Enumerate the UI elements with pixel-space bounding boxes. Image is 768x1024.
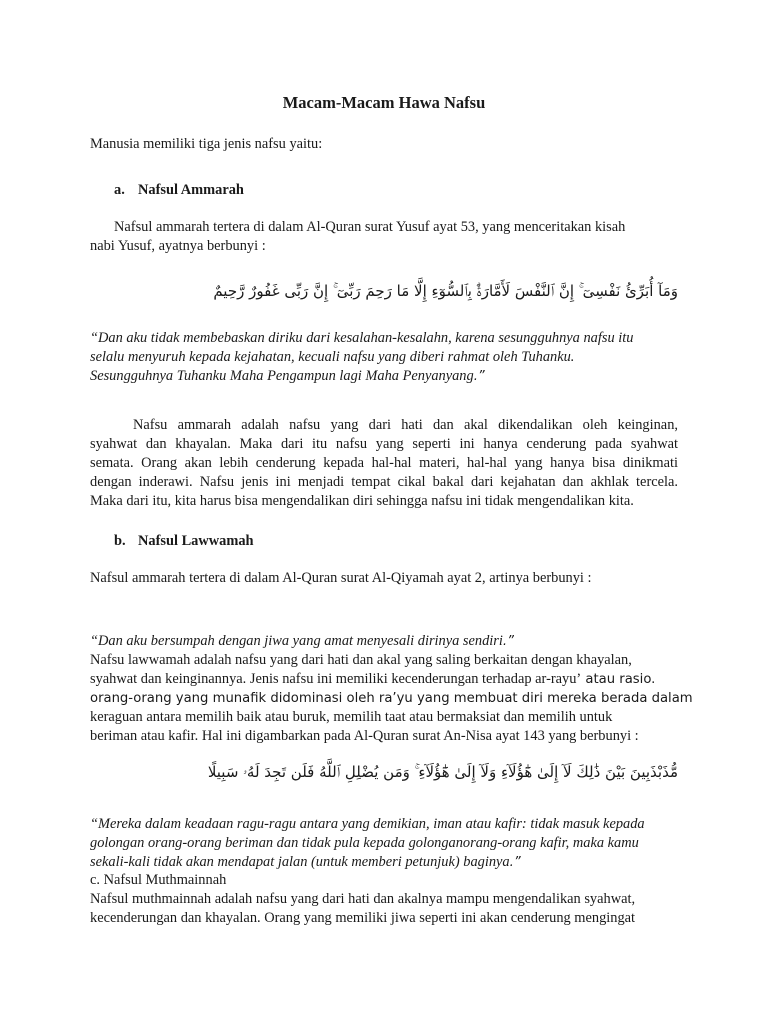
- section-b-translation-line3-text: sekali-kali tidak akan mendapat jalan (untuk memberi petunjuk) baginya: [90, 854, 510, 870]
- section-b-heading: [114, 533, 254, 550]
- section-b-translation: [90, 632, 514, 651]
- section-a-translation-line1: “Dan aku tidak membebaskan diriku dari kesalahan-kesalahn, karena sesungguhnya nafsu itu: [90, 330, 634, 346]
- section-b-translation-text: “Dan aku bersumpah dengan jiwa yang amat menyesali dirinya sendiri: [90, 633, 503, 649]
- section-c-heading: c. Nafsul Muthmainnah: [90, 872, 227, 888]
- intro-text: Manusia memiliki tiga jenis nafsu yaitu:: [90, 136, 323, 152]
- section-b-para-line2: [90, 670, 655, 689]
- section-a-translation-line3-text: Sesungguhnya Tuhanku Maha Pengampun lagi Maha Penyanyang: [90, 368, 474, 384]
- section-b-para-line3: orang-orang yang munafik didominasi oleh ra’yu yang membuat diri mereka berada dalam: [90, 691, 693, 706]
- section-b-para-line1: Nafsu lawwamah adalah nafsu yang dari hati dan akal yang saling berkaitan dengan khayalan,: [90, 652, 632, 668]
- section-c-para-line2: kecenderungan dan khayalan. Orang yang memiliki jiwa seperti ini akan cenderung mengingat: [90, 910, 636, 926]
- section-a-lead-line2: nabi Yusuf, ayatnya berbunyi :: [90, 238, 266, 254]
- section-b-lead: Nafsul ammarah tertera di dalam Al-Quran surat Al-Qiyamah ayat 2, artinya berbunyi :: [90, 570, 592, 586]
- section-b-title: Nafsul Lawwamah: [138, 533, 254, 549]
- section-a-para-line1: Nafsu ammarah adalah nafsu yang dari hati dan akal dikendalikan oleh keinginan,: [133, 417, 678, 433]
- section-a-translation-line2: selalu menyuruh kepada kejahatan, kecuali nafsu yang diberi rahmat oleh Tuhanku.: [90, 349, 575, 365]
- section-b-marker: b.: [114, 533, 126, 549]
- section-a-paragraph: [90, 416, 678, 511]
- section-b-translation-line3-end: .”: [509, 855, 521, 870]
- section-b-para-line2-text: syahwat dan keinginannya. Jenis nafsu ini memiliki kecenderungan terhadap ar-rayu’: [90, 671, 582, 687]
- section-a-heading: [114, 182, 244, 199]
- section-a-title: Nafsul Ammarah: [138, 182, 244, 198]
- page-title: Macam-Macam Hawa Nafsu: [282, 93, 486, 112]
- section-a-lead-line1: Nafsul ammarah tertera di dalam Al-Quran surat Yusuf ayat 53, yang menceritakan kisah: [114, 219, 626, 235]
- section-a-para-line5: Maka dari itu, kita harus bisa mengendalikan diri sehingga nafsu ini tidak mengendalikan kita.: [90, 493, 634, 509]
- section-b-para-line5: beriman atau kafir. Hal ini digambarkan pada Al-Quran surat An-Nisa ayat 143 yang berbunyi :: [90, 728, 639, 744]
- section-a-marker: a.: [114, 182, 125, 198]
- section-b-arabic-verse: مُّذَبْذَبِينَ بَيْنَ ذَٰلِكَ لَآ إِلَىٰ هَٰٓؤُلَآءِ وَلَآ إِلَىٰ هَٰٓؤُلَآءِ ۚ وَمَن يُضْلِلِ ٱللَّهُ فَلَن تَجِدَ لَهُۥ سَبِيلًا: [207, 763, 678, 781]
- section-a-para-line4: dengan inderawi. Nafsu jenis ini menjadi tempat cikal bakal dari kejahatan dan akhlak tercela.: [90, 474, 678, 490]
- section-a-para-line3: semata. Orang akan lebih cenderung kepada hal-hal materi, hal-hal yang hanya bisa dinikmati: [90, 455, 678, 471]
- section-a-translation-end: .”: [473, 369, 485, 384]
- section-b-translation-line2: golongan orang-orang beriman dan tidak pula kepada golonganorang-orang kafir, maka kamu: [90, 835, 639, 851]
- section-b-translation-line1: “Mereka dalam keadaan ragu-ragu antara yang demikian, iman atau kafir: tidak masuk kepada: [90, 816, 645, 832]
- section-a-para-line2: syahwat dan khayalan. Maka dari itu nafsu yang seperti ini hanya cenderung pada syahwat: [90, 436, 678, 452]
- section-b-translation-end: .”: [502, 634, 514, 649]
- section-a-arabic-verse: وَمَآ أُبَرِّئُ نَفْسِىٓ ۚ إِنَّ ٱلنَّفْسَ لَأَمَّارَةٌۢ بِٱلسُّوٓءِ إِلَّا مَا رَحِمَ رَبِّىٓ ۚ إِنَّ رَبِّى غَفُورٌ رَّحِيمٌ: [213, 282, 678, 300]
- section-c-para-line1: Nafsul muthmainnah adalah nafsu yang dari hati dan akalnya mampu mengendalikan syahwat,: [90, 891, 636, 907]
- section-b-translation-line3: [90, 853, 521, 872]
- section-a-translation-line3: [90, 367, 485, 386]
- section-b-para-line4: keraguan antara memilih baik atau buruk, memilih taat atau bermaksiat dan memilih untuk: [90, 709, 613, 725]
- section-b-para-line2-end: atau rasio.: [581, 672, 656, 687]
